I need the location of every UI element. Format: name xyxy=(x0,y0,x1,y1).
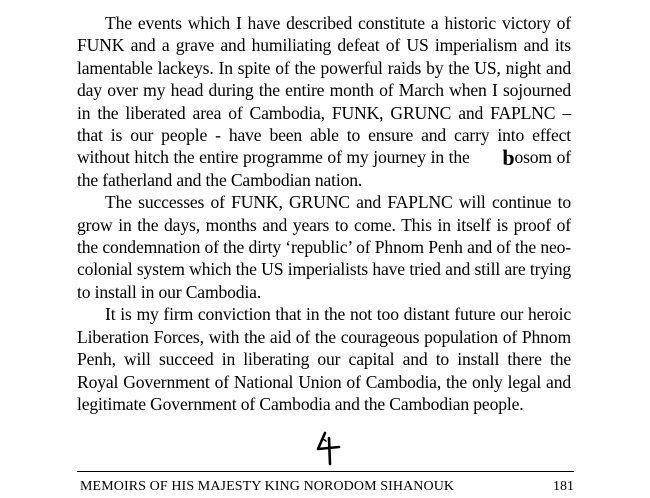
paragraph-3: It is my firm conviction that in the not too distant future our heroic Liberation Forces, with the aid of the courageous population of Phnom Penh, will succeed in liberating our capital and to install there the Royal Government of National Union of Cambodia, the only legal and legitimate Government of Cambodia and the Cambodian people. xyxy=(77,304,571,414)
footer-divider xyxy=(77,471,574,472)
handwritten-correction-mark: b xyxy=(502,145,515,171)
body-text xyxy=(77,12,571,415)
paragraph-1 xyxy=(77,12,571,191)
paragraph-1-end: osom of the fatherland and the Cambodian nation. xyxy=(77,147,571,190)
page-footer xyxy=(80,479,574,495)
running-title: MEMOIRS OF HIS MAJESTY KING NORODOM SIHANOUK xyxy=(80,479,455,494)
paragraph-2: The successes of FUNK, GRUNC and FAPLNC will continue to grow in the days, months and years to come. This in itself is proof of the condemnation of the dirty ‘republic’ of Phnom Penh and of the neo-colonial system which the US imperialists have tried and still are trying to install in our Cambodia. xyxy=(77,192,571,302)
handwritten-mark-icon xyxy=(312,430,346,466)
paragraph-1-start: The events which I have described constitute a historic victory of FUNK and a grave and humiliating defeat of US imperialism and its lamentable lackeys. In spite of the powerful raids by the US, night and day over my head during the entire month of March when I sojourned in the liberated area of Cambodia, FUNK, GRUNC and FAPLNC – that is our people - have been able to ensure and carry into effect without hitch the entire programme of my journey in the xyxy=(77,13,571,168)
page-number: 181 xyxy=(553,479,574,494)
